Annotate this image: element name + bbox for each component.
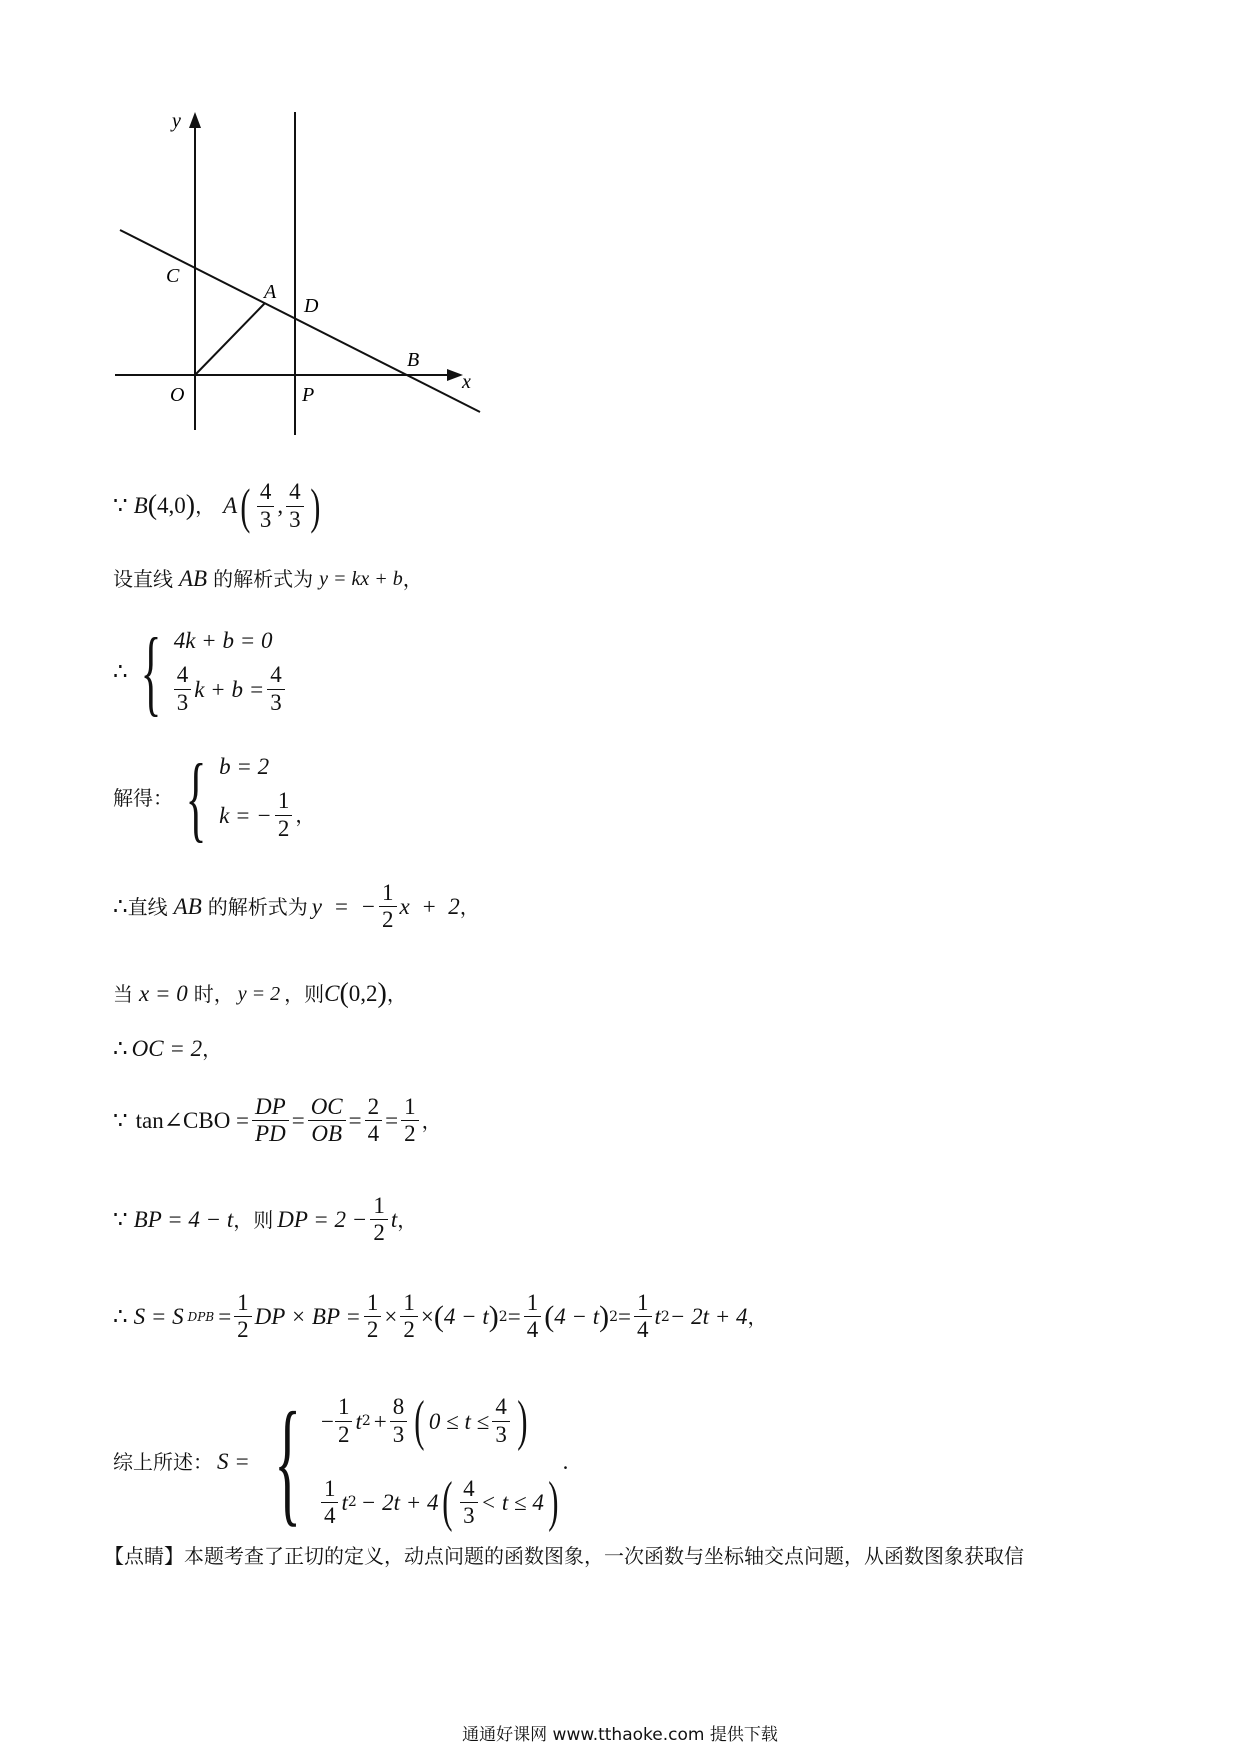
label-c: C xyxy=(166,265,180,287)
line-system: ∴ { 4k + b = 0 $\frac{4}{3}$ k + b = $\frac{4}{3}$ xyxy=(113,614,288,729)
system-eq1: 4k + b = 0 xyxy=(173,627,273,653)
line-piecewise-summary: 综上所述： S = { − $\frac{1}{2}$ t 2 + $\frac{8}{3}$ ( 0 ≤ t ≤ $\frac{4}{3}$ ) $\frac{1}{4}$ t 2 − 2t + 4 ( $\frac{4}{3}$ < t ≤ 4 ) . xyxy=(113,1384,569,1539)
line-given-points: ∵ B ( 4,0 ) ， A ( $\frac{4}{3}$ , $\frac{4}{3}$ ) xyxy=(113,478,320,534)
line-bp-dp: ∵ BP = 4 − t ，则 DP = 2 − $\frac{1}{2}$ t ， xyxy=(113,1193,418,1246)
x-axis-arrow xyxy=(447,369,463,381)
coordinate-figure xyxy=(0,0,1240,460)
segment-oa xyxy=(195,303,265,375)
system-eq2: $\frac{4}{3}$ k + b = $\frac{4}{3}$ xyxy=(174,662,288,716)
line-area-formula: ∴ S = S DPB = $\frac{1}{2}$ DP × BP = $\frac{1}{2}$ × $\frac{1}{2}$ × ( 4 − t ) 2 = $\frac{1}{4}$ ( 4 − t ) 2 = $\frac{1}{4}$ t 2 − 2t + 4 ， xyxy=(113,1290,768,1343)
solution-k: k = − $\frac{1}{2}$ ， xyxy=(219,788,316,841)
solution-b: b = 2 xyxy=(219,753,270,779)
label-b: B xyxy=(407,349,420,371)
piecewise-case-1: − $\frac{1}{2}$ t 2 + $\frac{8}{3}$ ( 0 ≤ t ≤ $\frac{4}{3}$ ) xyxy=(320,1389,528,1452)
because-symbol: ∵ xyxy=(113,493,128,519)
point-b-label: B xyxy=(133,493,148,519)
label-d: D xyxy=(304,295,319,317)
line-ab-equation: ∴ 直线 AB 的解析式为 y = − $\frac{1}{2}$ x + 2 ， xyxy=(113,880,480,933)
line-set-equation: 设直线 AB 的解析式为 y = kx + b ， xyxy=(113,566,423,591)
label-a: A xyxy=(264,281,277,303)
point-b-coord: 4,0 xyxy=(157,493,186,519)
page-footer: 通通好课网 www.tthaoke.com 提供下载 xyxy=(462,1725,778,1745)
line-oc: ∴ OC = 2 ， xyxy=(113,1036,223,1061)
point-a-y: $\frac{4}{3}$ xyxy=(286,479,304,533)
y-axis-arrow xyxy=(189,112,201,128)
label-p: P xyxy=(302,384,315,406)
line-point-c: 当 x = 0 时， y = 2 ，则 C ( 0,2 ) ， xyxy=(113,978,407,1009)
label-y: y xyxy=(172,110,181,132)
piecewise-case-2: $\frac{1}{4}$ t 2 − 2t + 4 ( $\frac{4}{3}$ < t ≤ 4 ) xyxy=(321,1469,563,1536)
comma: ， xyxy=(195,494,216,518)
label-x: x xyxy=(462,371,471,393)
label-o: O xyxy=(170,384,185,406)
line-tangent: ∵ tan∠CBO = $\frac{DP}{PD}$ = $\frac{OC}{OB}$ = $\frac{2}{4}$ = $\frac{1}{2}$ ， xyxy=(113,1094,442,1147)
point-a-label: A xyxy=(223,493,238,519)
key-points-note: 【点睛】本题考查了正切的定义，动点问题的函数图象，一次函数与坐标轴交点问题，从函数图象获取信 xyxy=(104,1544,1024,1568)
line-solution: 解得： { b = 2 k = − $\frac{1}{2}$ ， xyxy=(113,744,316,851)
point-a-x: $\frac{4}{3}$ xyxy=(257,479,275,533)
